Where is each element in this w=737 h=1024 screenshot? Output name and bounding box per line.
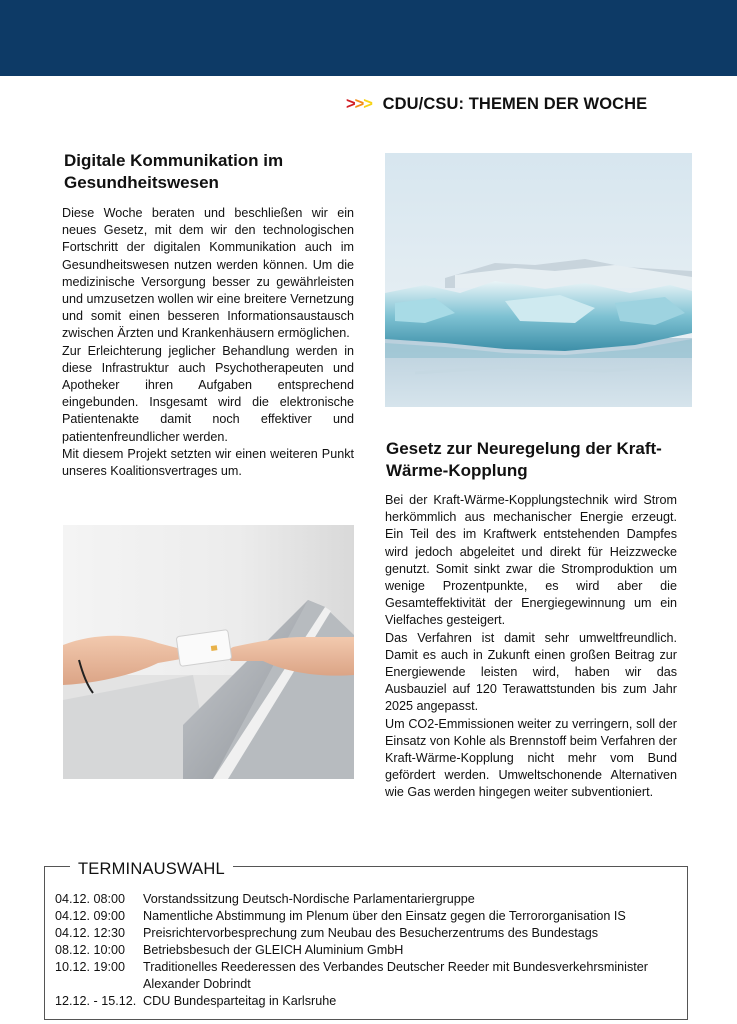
article2-paragraph: Um CO2-Emmissionen weiter zu verringern, soll der Einsatz von Kohle als Brennstoff beim Verfahren der Kraft-Wärme-Kopplung nicht mehr vom Bund gefördert werden. Umweltschonende Alternativen wie Gas werden hingegen weiter subventioniert. xyxy=(385,716,677,800)
article1-title: Digitale Kommunikation im Gesundheitswesen xyxy=(64,151,284,192)
termin-date: 08.12. 10:00 xyxy=(55,943,126,957)
article2-body xyxy=(385,492,677,802)
termin-row xyxy=(55,908,680,925)
glacier-photo xyxy=(385,153,692,407)
termin-date: 04.12. 08:00 xyxy=(55,892,126,906)
termin-title: TERMINAUSWAHL xyxy=(70,860,233,879)
termin-row xyxy=(55,942,680,959)
article1-paragraph: Zur Erleichterung jeglicher Behandlung werden in diese Infrastruktur auch Psychotherapeuten und Apotheker ihren Aufgaben entsprechend eingebunden. Insgesamt wird die elektronische Patientenakte damit noch effektiver und patientenfreundlicher werden. xyxy=(62,343,354,444)
termin-date: 10.12. 19:00 xyxy=(55,960,126,974)
termin-text: Namentliche Abstimmung im Plenum über den Einsatz gegen die Terrororganisation IS xyxy=(143,909,626,923)
header-bar xyxy=(0,0,737,76)
termin-date: 04.12. 12:30 xyxy=(55,926,126,940)
article1-paragraph: Diese Woche beraten und beschließen wir ein neues Gesetz, mit dem wir den technologischen Fortschritt der digitalen Kommunikation auch im Gesundheitswesen nutzen werden können. Um die medizinische Versorgung besser zu gewährleisten und umzusetzen wollen wir eine breitere Vernetzung und somit einen besseren Informationsaustausch zwischen Ärzten und Krankenhäusern ermöglichen. xyxy=(62,206,354,341)
termin-text: Betriebsbesuch der GLEICH Aluminium GmbH xyxy=(143,943,404,957)
termin-text: Vorstandssitzung Deutsch-Nordische Parlamentariergruppe xyxy=(143,892,475,906)
article2-paragraph: Bei der Kraft-Wärme-Kopplungstechnik wird Strom herkömmlich aus mechanischer Energie erzeugt. Ein Teil des im Kraftwerk entstehenden Dampfes wird jedoch abgeleitet und direkt für Heizzwecke genutzt. Somit sinkt zwar die Stromproduktion um wenige Prozentpunkte, es wird aber die Gesamteffektivität der Energiegewinnung um ein Vielfaches gesteigert. xyxy=(385,493,677,628)
termin-row xyxy=(55,891,680,908)
hands-card-reader-photo xyxy=(63,525,354,779)
section-heading xyxy=(346,95,716,114)
termin-date: 04.12. 09:00 xyxy=(55,909,126,923)
termin-row xyxy=(55,993,680,1010)
section-title: CDU/CSU: THEMEN DER WOCHE xyxy=(382,95,648,113)
termin-row xyxy=(55,925,680,942)
termin-text: Preisrichtervorbesprechung zum Neubau des Besucherzentrums des Bundestags xyxy=(143,926,599,940)
article1-paragraph: Mit diesem Projekt setzten wir einen weiteren Punkt unseres Koalitionsvertrages um. xyxy=(62,446,354,479)
heading-arrows-icon: >>> xyxy=(346,95,372,113)
termin-list xyxy=(55,891,680,1010)
article2-title: Gesetz zur Neuregelung der Kraft-Wärme-Kopplung xyxy=(386,439,662,480)
termin-text: Traditionelles Reederessen des Verbandes Deutscher Reeder mit Bundesverkehrsminister Alexander Dobrindt xyxy=(143,960,648,991)
termin-text: CDU Bundesparteitag in Karlsruhe xyxy=(143,994,337,1008)
article1-body xyxy=(62,205,354,480)
termin-date: 12.12. - 15.12. xyxy=(55,994,137,1008)
termin-row xyxy=(55,959,680,993)
article2-paragraph: Das Verfahren ist damit sehr umweltfreundlich. Damit es auch in Zukunft einen großen Beitrag zur Energiewende leisten wird, haben wir das Ausbauziel auf 120 Terawattstunden bis zum Jahr 2025 angepasst. xyxy=(385,630,677,714)
